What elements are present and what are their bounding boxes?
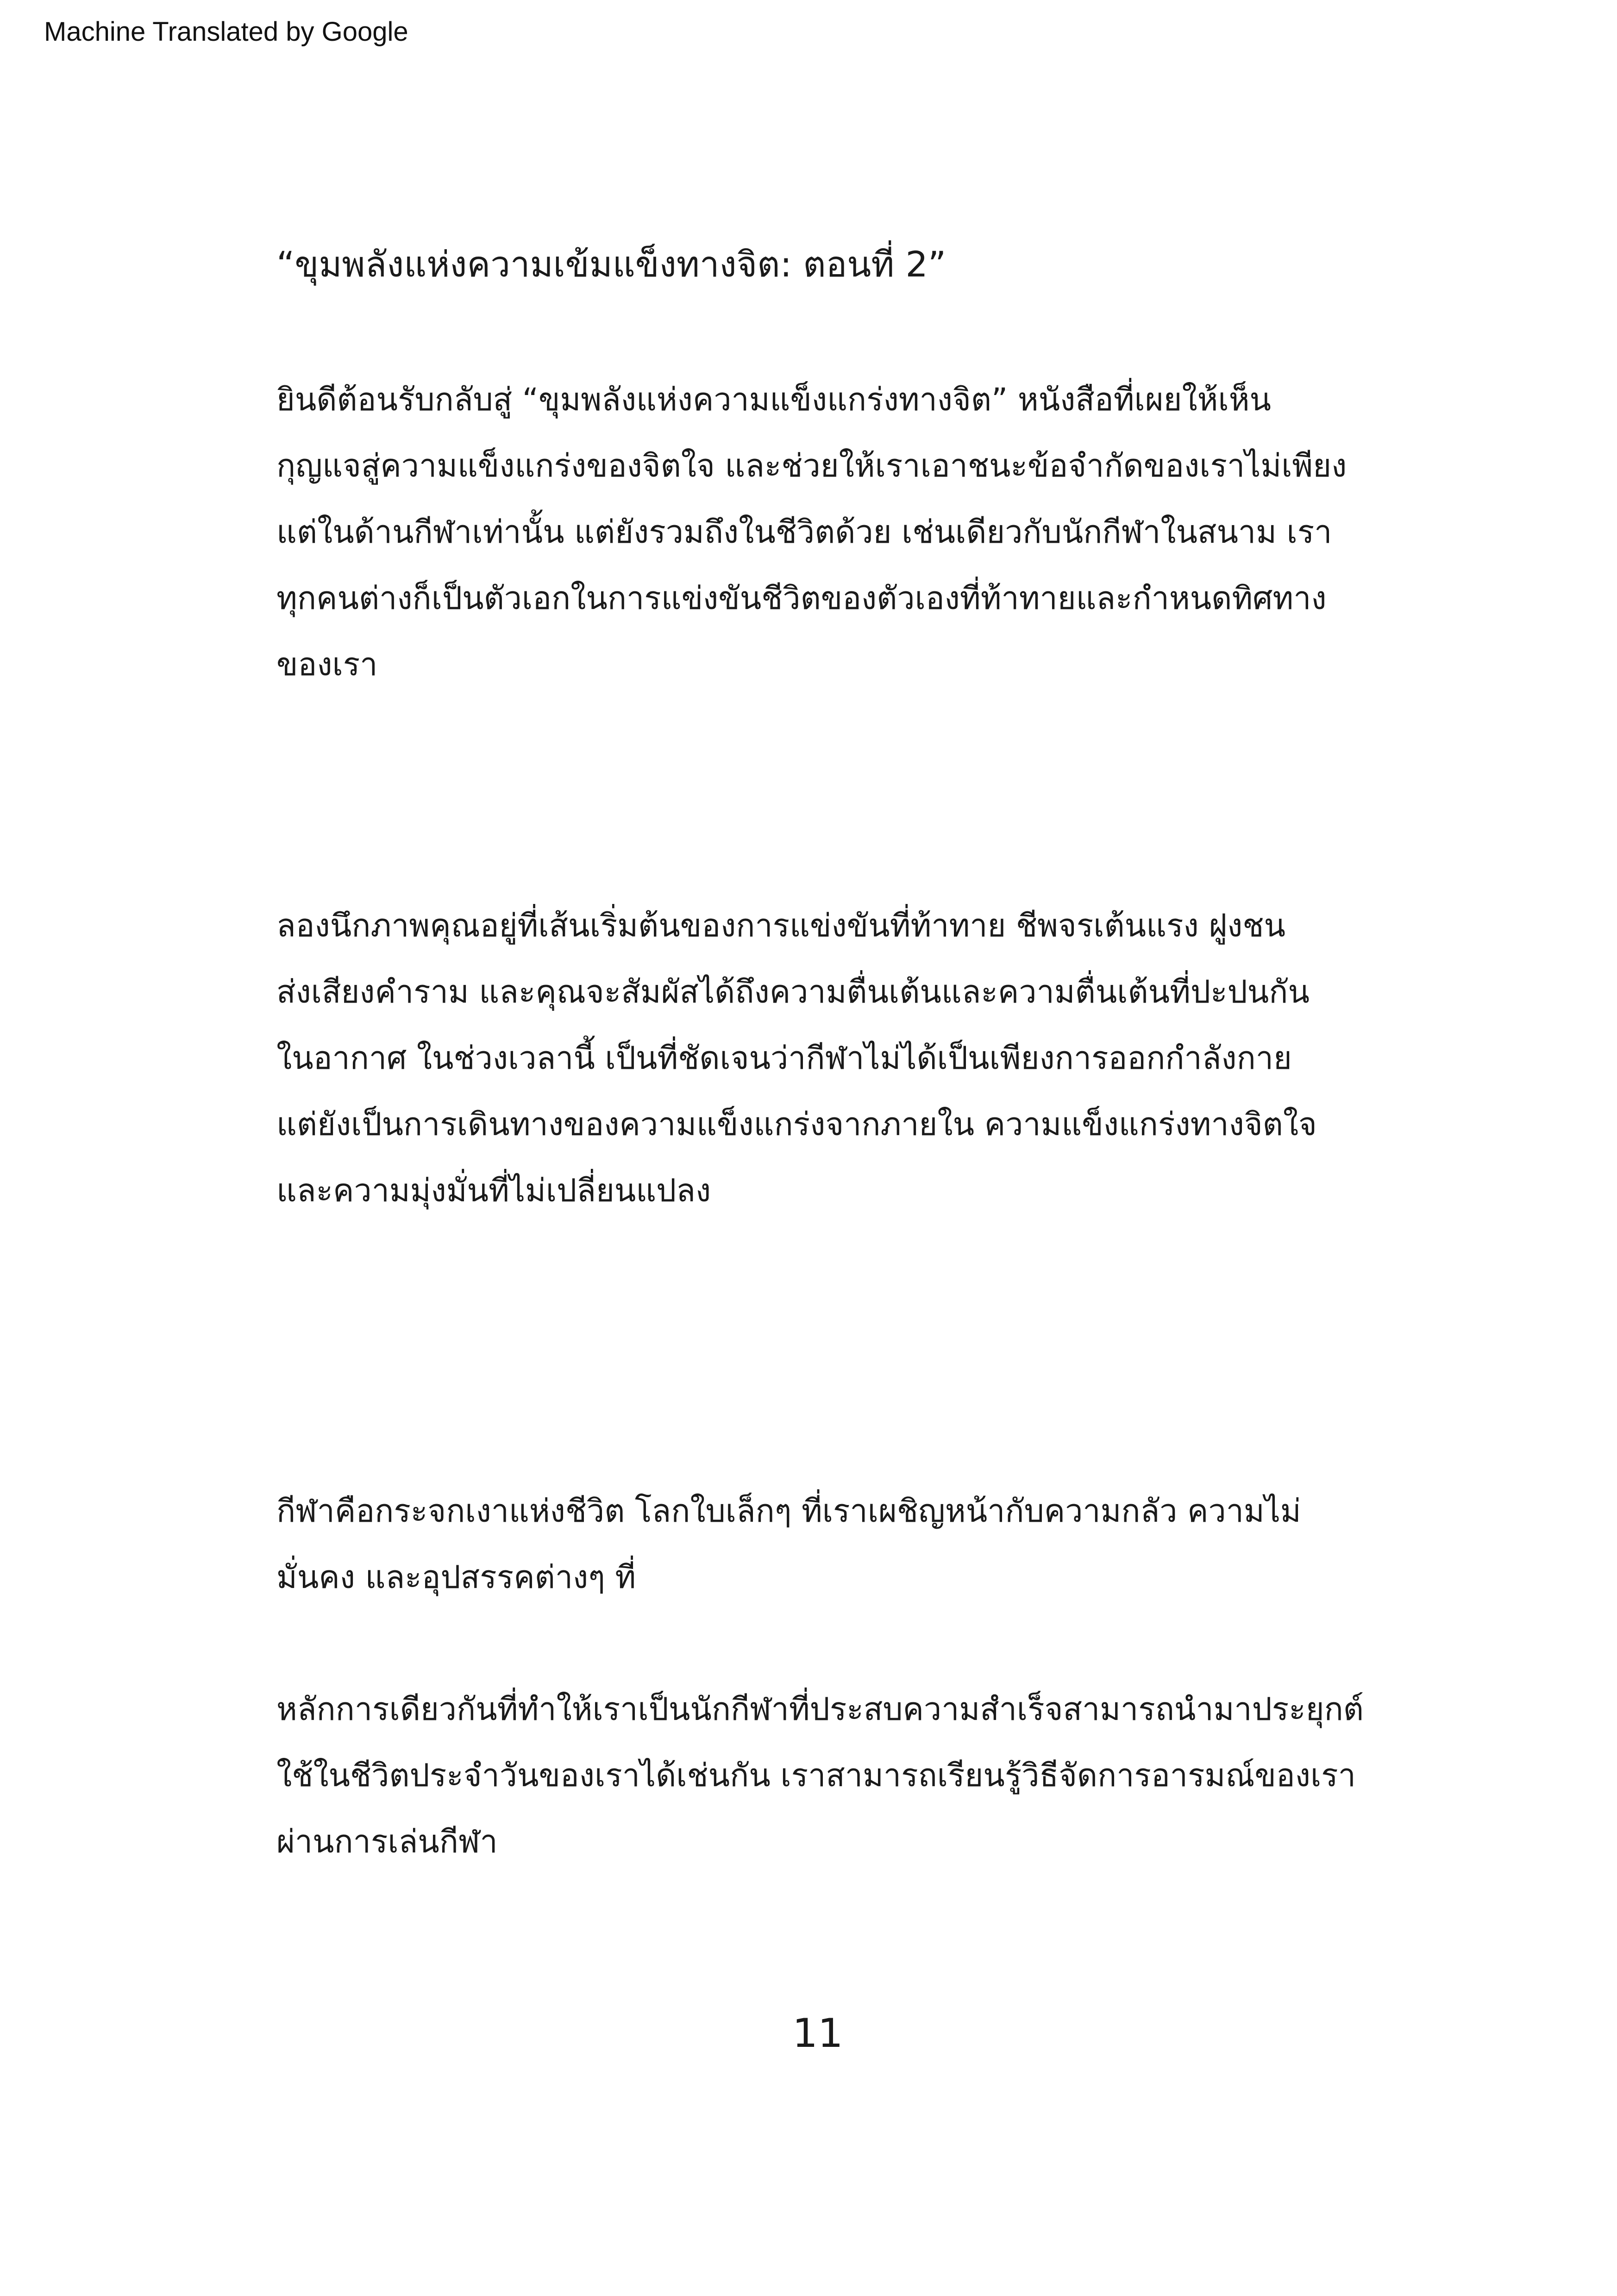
paragraph-principles [276,1676,1480,1875]
paragraph-starting-line [276,893,1480,1224]
paragraph-line: หลักการเดียวกันที่ทำให้เราเป็นนักกีฬาที่ประสบความสำเร็จสามารถนำมาประยุกต์ [276,1691,1364,1728]
paragraph-line: ในอากาศ ในช่วงเวลานี้ เป็นที่ชัดเจนว่ากีฬาไม่ได้เป็นเพียงการออกกำลังกาย [276,1040,1292,1077]
paragraph-line: กุญแจสู่ความแข็งแกร่งของจิตใจ และช่วยให้เราเอาชนะข้อจำกัดของเราไม่เพียง [276,448,1347,484]
paragraph-line: กีฬาคือกระจกเงาแห่งชีวิต โลกใบเล็กๆ ที่เราเผชิญหน้ากับความกลัว ความไม่ [276,1493,1301,1530]
paragraph-line: และความมุ่งมั่นที่ไม่เปลี่ยนแปลง [276,1173,711,1209]
paragraph-line: ส่งเสียงคำราม และคุณจะสัมผัสได้ถึงความตื่นเต้นและความตื่นเต้นที่ปะปนกัน [276,974,1310,1010]
chapter-title: “ขุมพลังแห่งความเข้มแข็งทางจิต: ตอนที่ 2” [276,244,946,285]
paragraph-sport-mirror [276,1478,1480,1611]
paragraph-line: ยินดีต้อนรับกลับสู่ “ขุมพลังแห่งความแข็งแกร่งทางจิต” หนังสือที่เผยให้เห็น [276,382,1272,418]
paragraph-line: แต่ในด้านกีฬาเท่านั้น แต่ยังรวมถึงในชีวิตด้วย เช่นเดียวกับนักกีฬาในสนาม เรา [276,514,1332,551]
paragraph-line: ลองนึกภาพคุณอยู่ที่เส้นเริ่มต้นของการแข่งขันที่ท้าทาย ชีพจรเต้นแรง ฝูงชน [276,908,1286,944]
paragraph-line: ใช้ในชีวิตประจำวันของเราได้เช่นกัน เราสามารถเรียนรู้วิธีจัดการอารมณ์ของเรา [276,1757,1356,1794]
page-number: 11 [792,2010,843,2057]
machine-translation-notice: Machine Translated by Google [44,17,408,47]
paragraph-line: มั่นคง และอุปสรรคต่างๆ ที่ [276,1559,636,1596]
paragraph-line: แต่ยังเป็นการเดินทางของความแข็งแกร่งจากภายใน ความแข็งแกร่งทางจิตใจ [276,1106,1317,1143]
paragraph-line: ทุกคนต่างก็เป็นตัวเอกในการแข่งขันชีวิตของตัวเองที่ท้าทายและกำหนดทิศทาง [276,580,1327,617]
paragraph-line: ผ่านการเล่นกีฬา [276,1824,498,1860]
paragraph-line: ของเรา [276,646,378,683]
paragraph-intro [276,367,1480,698]
